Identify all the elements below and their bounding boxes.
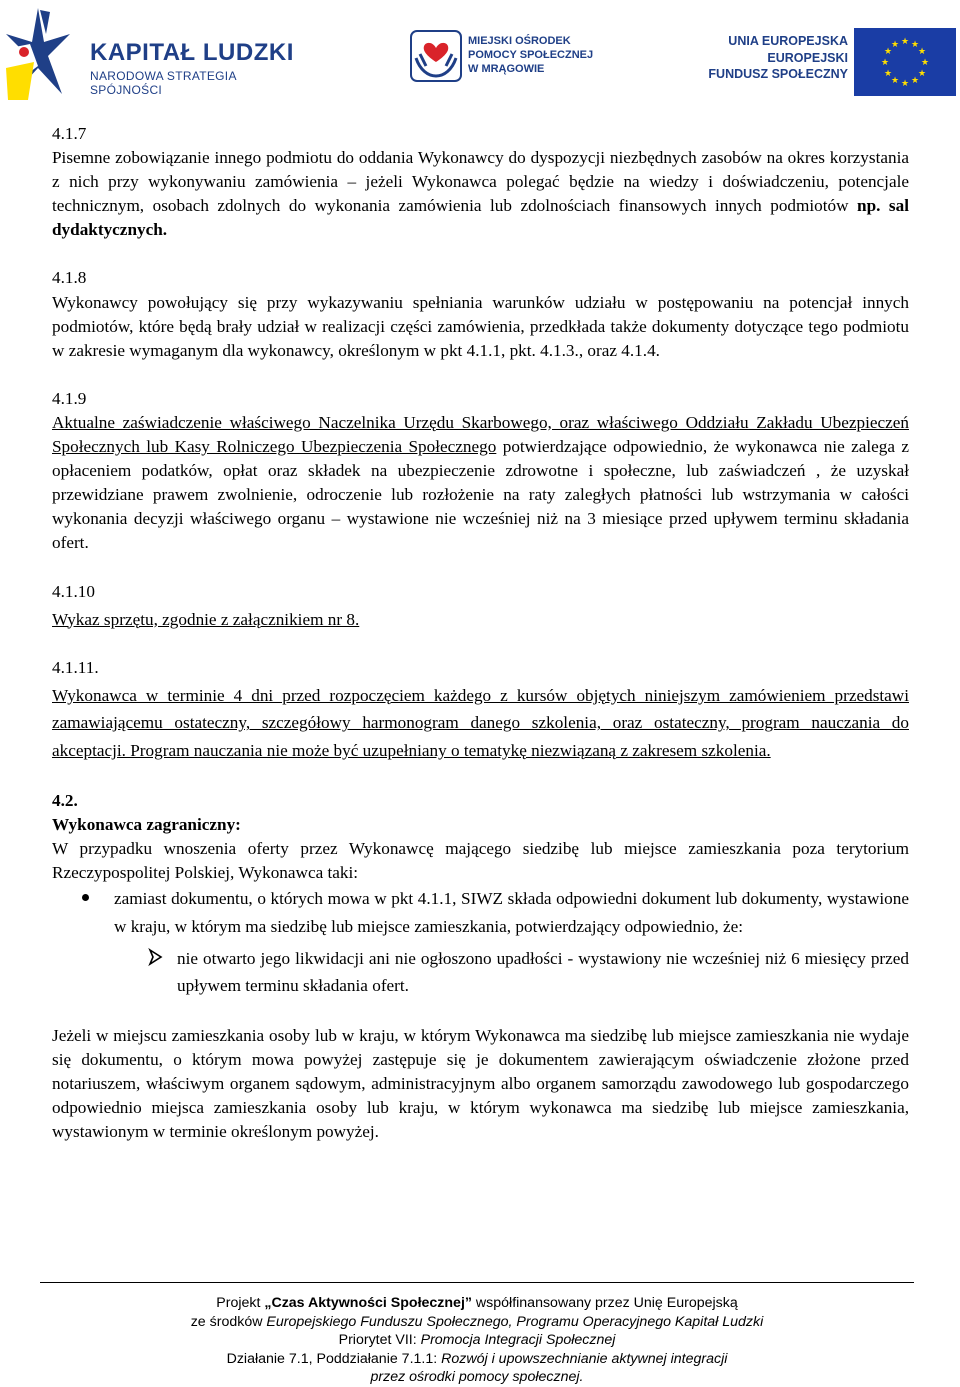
footer-line-4-a: Działanie 7.1, Poddziałanie 7.1.1: <box>226 1350 442 1367</box>
svg-text:★: ★ <box>917 69 927 79</box>
mops-line-1: MIEJSKI OŚRODEK <box>468 35 571 47</box>
bullet-dot-icon <box>82 894 89 901</box>
footer-project-name: „Czas Aktywności Społecznej” <box>264 1295 472 1311</box>
mops-logo <box>410 30 630 90</box>
svg-text:★: ★ <box>910 40 920 50</box>
footer-line-1-a: Projekt <box>216 1295 265 1311</box>
list-item <box>52 885 909 940</box>
footer-line-3-b: Promocja Integracji Społecznej <box>420 1332 616 1348</box>
eu-text <box>708 32 848 82</box>
footer-line-1 <box>40 1294 914 1313</box>
arrow-bullet-icon <box>147 945 165 967</box>
svg-text:★: ★ <box>880 58 890 68</box>
footer-line-2 <box>40 1313 914 1332</box>
eu-flag-icon <box>854 28 956 96</box>
sub-list-item-text: nie otwarto jego likwidacji ani nie ogłoszono upadłości - wystawiony nie wcześniej niż 6 miesięcy przed upływem terminu składania ofert. <box>177 948 909 996</box>
footer-line-1-c: współfinansowany przez Unię Europejską <box>471 1295 738 1311</box>
footer-line-3-a: Priorytet VII: <box>338 1332 421 1348</box>
section-4-2-intro: W przypadku wnoszenia oferty przez Wykonawcę mającego siedzibę lub miejsce zamieszkania poza terytorium Rzeczypospolitej Polskiej, Wykonawca taki: <box>52 839 909 883</box>
eu-line-1: UNIA EUROPEJSKA <box>728 34 848 48</box>
mops-line-2: POMOCY SPOŁECZNEJ <box>468 49 594 61</box>
section-4-2-title: Wykonawca zagraniczny: <box>52 814 241 834</box>
section-4-1-7-body: Pisemne zobowiązanie innego podmiotu do oddania Wykonawcy do dyspozycji niezbędnych zasobów na okres korzystania z nich przy wykonywaniu zamówienia – jeżeli Wykonawca polegać będzie na wiedzy i doświadczeniu, potencjale technicznym, osobach zdolnych do wykonania zamówienia lub zdolnościach finansowych innych podmiotów <box>52 148 909 216</box>
document-body <box>52 122 909 1145</box>
eu-line-2: EUROPEJSKI <box>767 51 848 65</box>
section-4-1-11-number: 4.1.11. <box>52 657 99 677</box>
section-4-1-9-underlined: Aktualne zaświadczenie właściwego Naczelnika Urzędu Skarbowego, oraz właściwego Oddziału Zakładu Ubezpieczeń Społecznych lub Kasy Rolniczego Ubezpieczenia Społecznego <box>52 412 909 457</box>
kapital-ludzki-title: KAPITAŁ LUDZKI <box>90 39 294 66</box>
section-4-1-8-text: Wykonawcy powołujący się przy wykazywaniu spełniania warunków udziału w postępowaniu na potencjał innych podmiotów, które będą brały udział w realizacji części zamówienia, przedkłada także dokumenty dotyczące tego podmiotu w zakresie wymaganym dla wykonawcy, określonym w pkt 4.1.1, pkt. 4.1.3., oraz 4.1.4. <box>52 292 909 360</box>
kapital-ludzki-logo <box>4 4 304 104</box>
eu-logo <box>708 28 958 98</box>
section-4-2-closing: Jeżeli w miejscu zamieszkania osoby lub w kraju, w którym Wykonawca ma siedzibę lub miejsce zamieszkania nie wydaje się dokumentu, o którym mowa powyżej zastępuje się je dokumentem zawierającym oświadczenie złożone przed notariuszem, właściwym organem sądowym, administracyjnym albo organem samorządu zawodowego lub gospodarczego odpowiednio miejsca zamieszkania osoby lub kraju, w którym wykonawca ma siedzibę lub miejsce zamieszkania, wystawionym w terminie określonym powyżej. <box>52 1026 909 1142</box>
section-4-1-7-number: 4.1.7 <box>52 124 87 143</box>
footer-line-2-a: ze środków <box>190 1313 267 1330</box>
mops-name <box>468 34 593 76</box>
section-4-1-10-text: Wykaz sprzętu, zgodnie z załącznikiem nr 8. <box>52 609 360 629</box>
svg-text:★: ★ <box>910 76 920 86</box>
kapital-ludzki-subtitle: NARODOWA STRATEGIA SPÓJNOŚCI <box>90 69 237 97</box>
mops-hands-heart-icon <box>410 30 462 82</box>
footer-line-4-b: Rozwój i upowszechnianie aktywnej integracji <box>441 1350 728 1367</box>
section-4-1-9-text <box>52 411 909 556</box>
svg-text:★: ★ <box>900 37 910 47</box>
page-footer <box>40 1294 914 1387</box>
footer-line-5: przez ośrodki pomocy społecznej. <box>370 1369 584 1385</box>
svg-text:★: ★ <box>890 76 900 86</box>
svg-text:★: ★ <box>917 47 927 57</box>
section-4-1-9-body: potwierdzające odpowiednio, że wykonawca nie zalega z opłaceniem podatków, opłat oraz składek na ubezpieczenie zdrowotne i społeczne, lub zaświadczeń , że uzyskał przewidziane prawem zwolnienie, odroczenie lub rozłożenie na raty zaległych płatności lub wstrzymania w całości wykonania decyzji właściwego organu – wystawione nie wcześniej niż na 3 miesiące przed upływem terminu składania ofert. <box>52 437 910 553</box>
svg-text:★: ★ <box>883 69 893 79</box>
foreign-contractor-list <box>52 885 909 940</box>
section-4-1-7-bold: np. sal dydaktycznych. <box>52 196 909 240</box>
list-item-text: zamiast dokumentu, o których mowa w pkt 4.1.1, SIWZ składa odpowiedni dokument lub dokumenty, wystawione w kraju, w którym ma siedzibę lub miejsce zamieszkania, potwierdzający odpowiednio, że: <box>114 889 909 936</box>
mops-line-3: W MRĄGOWIE <box>468 63 545 75</box>
sub-list-item <box>52 945 909 1000</box>
kapital-ludzki-star-icon <box>4 4 72 104</box>
section-4-1-11-text <box>52 682 909 765</box>
svg-text:★: ★ <box>900 79 910 89</box>
section-4-1-8-number: 4.1.8 <box>52 268 87 288</box>
section-4-1-9-number: 4.1.9 <box>52 388 87 408</box>
section-4-1-11-body: Wykonawca w terminie 4 dni przed rozpoczęciem każdego z kursów objętych niniejszym zamówieniem przedstawi zamawiającemu ostateczny, szczegółowy harmonogram danego szkolenia, oraz ostateczny, program nauczania do akceptacji. Program nauczania nie może być uzupełniany o tematykę niezwiązaną z zakresem szkolenia. <box>52 685 909 761</box>
svg-text:★: ★ <box>890 40 900 50</box>
footer-line-4 <box>40 1350 914 1369</box>
footer-line-3 <box>40 1331 914 1350</box>
footer-divider <box>40 1282 914 1283</box>
section-4-1-7-text <box>52 146 909 242</box>
svg-text:★: ★ <box>920 58 930 68</box>
page-header <box>0 0 960 110</box>
section-4-2-number: 4.2. <box>52 790 78 810</box>
footer-line-2-b: Europejskiego Funduszu Społecznego, Programu Operacyjnego Kapitał Ludzki <box>266 1313 764 1330</box>
section-4-1-10-number: 4.1.10 <box>52 581 95 601</box>
svg-text:★: ★ <box>883 47 893 57</box>
eu-line-3: FUNDUSZ SPOŁECZNY <box>708 67 848 81</box>
